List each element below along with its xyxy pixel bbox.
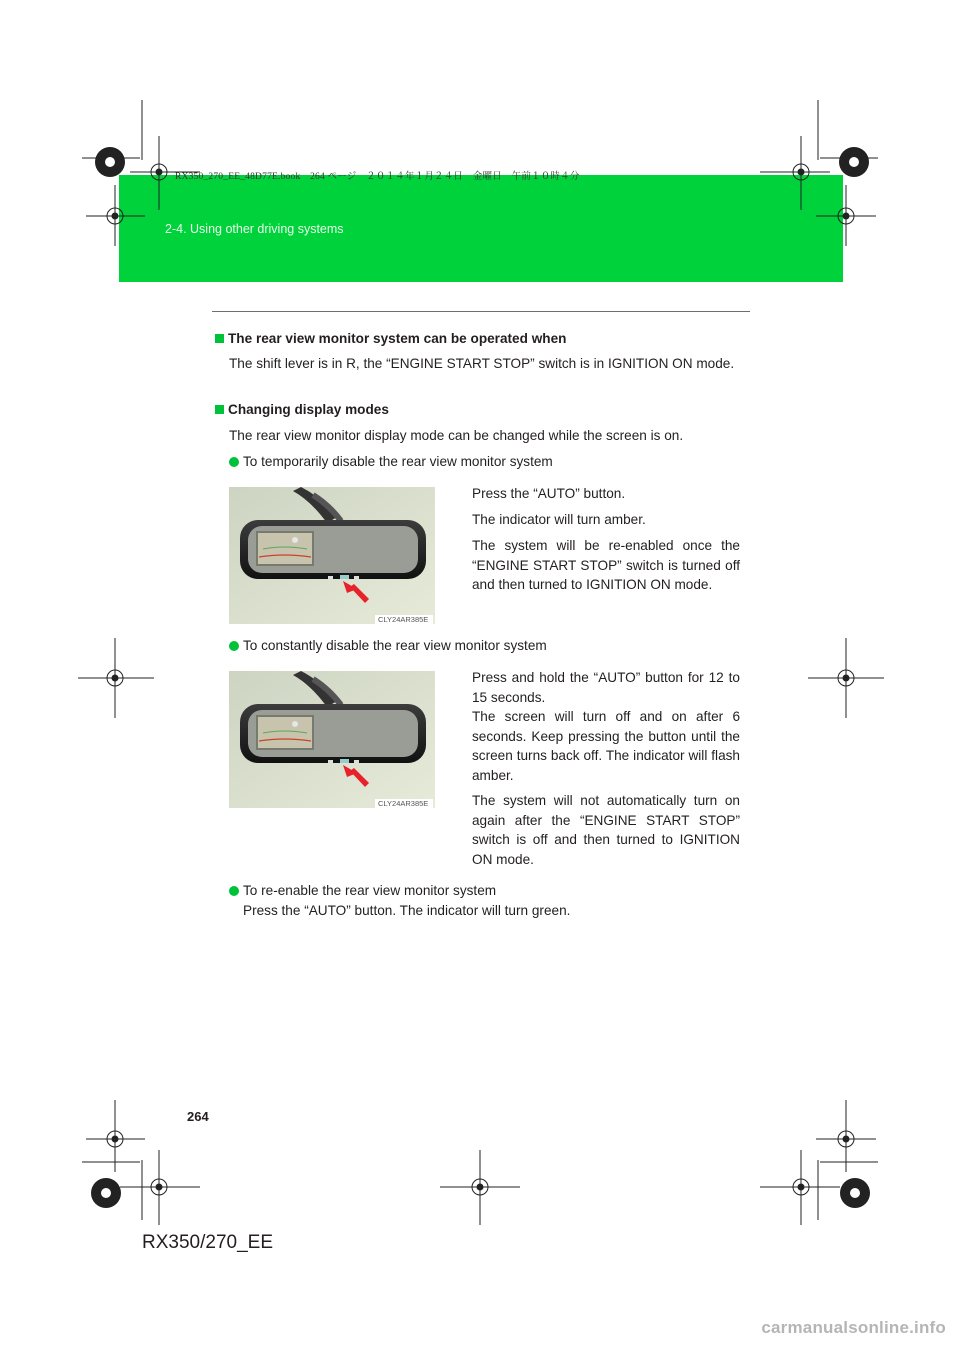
figure-code-1: CLY24AR385E: [378, 615, 429, 624]
bullet-re-enable-body: Press the “AUTO” button. The indicator will turn green.: [243, 903, 571, 918]
circle-bullet-icon: [229, 457, 239, 467]
paragraph-display-modes: The rear view monitor display mode can be changed while the screen is on.: [229, 428, 684, 443]
fig1-indicator: The indicator will turn amber.: [472, 512, 646, 527]
mirror-illustration-2: [229, 671, 435, 808]
heading-operation-condition: The rear view monitor system can be operated when: [215, 329, 566, 349]
fig2-indicator: The screen will turn off and on after 6 seconds. Keep pressing the button until the screen turns back off. The indicator will flash amber.: [472, 709, 740, 783]
square-bullet-icon: [215, 405, 224, 414]
fig1-note: The system will be re-enabled once the “ENGINE START STOP” switch is turned off and then turned to IGNITION ON mode.: [472, 538, 740, 592]
figure-mirror-1: [229, 487, 435, 624]
square-bullet-icon: [215, 334, 224, 343]
heading-display-modes: Changing display modes: [215, 400, 389, 420]
bullet-temporarily-disable: To temporarily disable the rear view monitor system: [229, 452, 553, 472]
figure-mirror-2: [229, 671, 435, 808]
watermark: carmanualsonline.info: [761, 1318, 946, 1337]
page-number: 264: [187, 1109, 209, 1124]
fig2-step: Press and hold the “AUTO” button for 12 to 15 seconds.: [472, 670, 740, 705]
paragraph-operation-condition: The shift lever is in R, the “ENGINE START STOP” switch is in IGNITION ON mode.: [229, 356, 735, 371]
circle-bullet-icon: [229, 641, 239, 651]
model-code: RX350/270_EE: [142, 1232, 273, 1253]
circle-bullet-icon: [229, 886, 239, 896]
divider: [212, 311, 750, 312]
section-title: 2-4. Using other driving systems: [165, 222, 344, 236]
book-info: RX350_270_EE_48D77E.book 264 ページ ２０１４年１月２４日 金曜日 午前１０時４分: [175, 172, 580, 182]
bullet-re-enable: To re-enable the rear view monitor system: [229, 881, 496, 901]
fig2-note: The system will not automatically turn on again after the “ENGINE START STOP” switch is off and then turned to IGNITION ON mode.: [472, 793, 740, 867]
fig1-step: Press the “AUTO” button.: [472, 486, 626, 501]
bullet-constantly-disable: To constantly disable the rear view monitor system: [229, 636, 547, 656]
figure-code-2: CLY24AR385E: [378, 799, 429, 808]
mirror-illustration-1: [229, 487, 435, 624]
